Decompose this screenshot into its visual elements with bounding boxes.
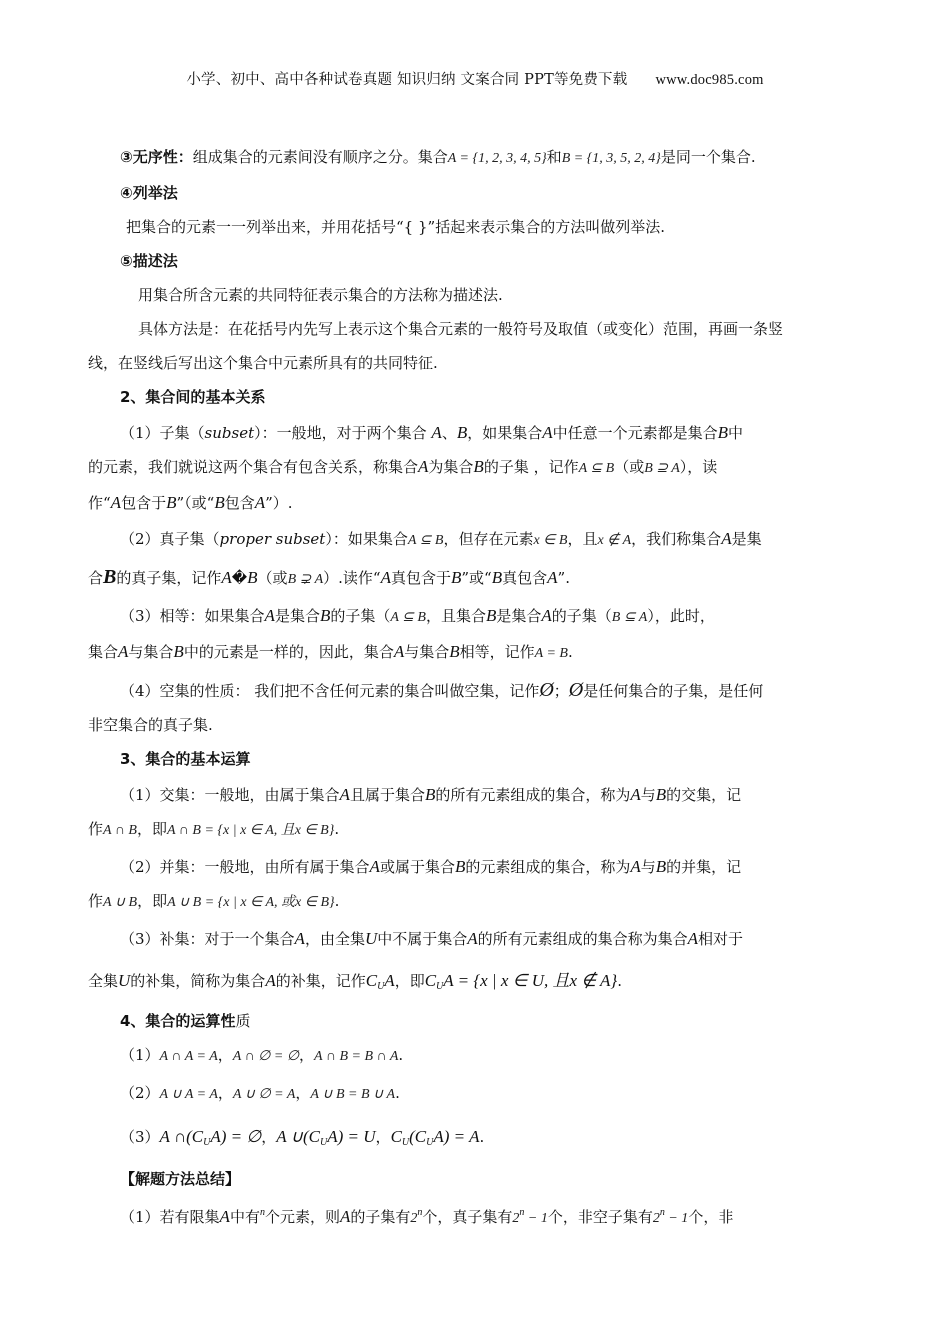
heading-method-summary — [88, 1162, 866, 1196]
text: （3）相等：如果集合 — [120, 607, 265, 625]
text: 的交集，记 — [666, 786, 742, 804]
math: A ∪ B = {x | x ∈ A, 或x ∈ B} — [167, 895, 335, 910]
term-en: proper subset — [219, 530, 326, 548]
heading-text: ④列举法 — [120, 184, 178, 202]
heading-enumeration — [88, 176, 866, 210]
math: A ∪ A = A — [159, 1087, 218, 1102]
math: A — [547, 568, 558, 587]
text: 个，非空子集有 — [547, 1208, 653, 1226]
text: 中不属于集合 — [377, 930, 468, 948]
math: A = {1, 2, 3, 4, 5} — [447, 151, 547, 166]
math-subscript: U — [203, 1137, 211, 1148]
line-union-2 — [88, 884, 866, 920]
math: A — [339, 1207, 351, 1226]
text: 的子集（ — [330, 607, 391, 625]
text: ”. — [557, 569, 570, 587]
math: B — [319, 606, 331, 625]
heading-tail: 质 — [235, 1012, 251, 1030]
math: A) = A — [433, 1127, 480, 1146]
math: B — [424, 785, 436, 804]
heading-operations — [88, 742, 866, 776]
math-superscript: n — [659, 1207, 665, 1218]
math: A — [265, 971, 276, 990]
text: 用集合所含元素的共同特征表示集合的方法称为描述法. — [138, 286, 503, 304]
math: A — [221, 568, 232, 587]
line-prop-2 — [88, 1076, 866, 1112]
text: 的所有元素组成的集合，称为 — [435, 786, 631, 804]
text: 和 — [546, 148, 562, 166]
text: 是集 — [731, 530, 762, 548]
text: （1） — [120, 1046, 160, 1064]
text: 是任何集合的子集，是任何 — [583, 682, 764, 700]
math-subscript: U — [377, 981, 385, 992]
text: 中任意一个元素都是集合 — [552, 424, 718, 442]
math: A — [393, 642, 405, 661]
line-complement-2 — [88, 964, 866, 1004]
line-subset — [88, 416, 866, 450]
text: 中 — [728, 424, 744, 442]
text: ， — [217, 1084, 233, 1102]
text: ”（或“ — [176, 494, 215, 512]
text: 或属于集合 — [379, 858, 455, 876]
term-en: subset — [204, 424, 255, 442]
math: A — [110, 493, 122, 512]
text: 作“ — [88, 494, 111, 512]
math: B — [449, 642, 460, 661]
text: 非空集合的真子集. — [88, 716, 213, 734]
math: A — [467, 929, 478, 948]
text: 个元素，则 — [264, 1208, 340, 1226]
text: 相等，记作 — [459, 643, 535, 661]
text: 组成集合的元素间没有顺序之分。集合 — [192, 148, 448, 166]
math: B ⊆ A — [611, 610, 648, 625]
text: （3）补集：对于一个集合 — [120, 930, 295, 948]
text: （2） — [120, 1084, 160, 1102]
line-subset-3 — [88, 486, 866, 520]
text: 个，真子集有 — [422, 1208, 513, 1226]
math: (C — [409, 1127, 427, 1146]
text: 的子集有 — [350, 1208, 411, 1226]
heading-description — [88, 244, 866, 278]
text: ）：一般地，对于两个集合 — [254, 424, 427, 442]
text: 具体方法是：在花括号内先写上表示这个集合元素的一般符号及取值（或变化）范围，再画一条竖 — [138, 320, 784, 338]
math: A — [380, 568, 391, 587]
heading-text: ⑤描述法 — [120, 252, 178, 270]
math: A — [687, 929, 699, 948]
math: B — [485, 606, 497, 625]
math: A ∩ ∅ = ∅ — [232, 1049, 300, 1064]
text: ， — [299, 1046, 315, 1064]
text: 中有 — [229, 1208, 260, 1226]
line-equality — [88, 599, 866, 635]
math: A ∪(C — [276, 1127, 321, 1146]
math: A — [630, 857, 641, 876]
math: B — [655, 857, 667, 876]
math: A ∩ A = A — [159, 1049, 218, 1064]
text: 的所有元素组成的集合称为集合 — [477, 930, 688, 948]
line-complement — [88, 922, 866, 956]
text: ； — [553, 682, 569, 700]
math: A ∩ B — [103, 823, 137, 838]
text: ）：如果集合 — [325, 530, 408, 548]
math: A — [384, 971, 395, 990]
text: （或 — [614, 458, 645, 476]
text: （4）空集的性质： 我们把不含任何元素的集合叫做空集，记作 — [120, 682, 540, 700]
math: 2 — [512, 1211, 520, 1226]
text: ）.读作“ — [323, 569, 381, 587]
header-site: www.doc985.com — [655, 72, 764, 88]
text: 把集合的元素一一列举出来，并用花括号“{ }”括起来表示集合的方法叫做列举法. — [126, 218, 665, 236]
text: . — [395, 1084, 400, 1102]
text: 全集 — [88, 972, 119, 990]
math: A — [541, 606, 552, 625]
math: A — [369, 857, 380, 876]
text: 作 — [88, 892, 104, 910]
math: A — [294, 929, 305, 948]
heading-text: 2、集合间的基本关系 — [120, 388, 266, 406]
text: 包含 — [224, 494, 255, 512]
heading-text: 【解题方法总结】 — [120, 1170, 241, 1188]
text: ，如果集合 — [467, 424, 543, 442]
math: A) = ∅ — [210, 1127, 262, 1146]
header-text: 小学、初中、高中各种试卷真题 知识归纳 文案合同 PPT等免费下载 — [186, 72, 628, 88]
math: A ⊆ B — [407, 533, 444, 548]
text: ，即 — [394, 972, 425, 990]
math: A) = U — [327, 1127, 376, 1146]
text: ，即 — [136, 820, 167, 838]
text: ，但存在元素 — [443, 530, 534, 548]
text: ”或“ — [461, 569, 492, 587]
math-superscript: n — [417, 1207, 423, 1218]
heading-properties — [88, 1004, 866, 1038]
heading-text: 3、集合的基本运算 — [120, 750, 251, 768]
math: B ⊇ A — [644, 461, 680, 476]
math: B — [103, 566, 117, 588]
text: ， — [217, 1046, 233, 1064]
text: （3） — [120, 1128, 160, 1146]
text: 的补集，记作 — [275, 972, 366, 990]
text: （2）真子集（ — [120, 530, 220, 548]
math: − 1 — [524, 1211, 548, 1226]
text: 为集合 — [428, 458, 474, 476]
line-summary-1 — [88, 1196, 866, 1236]
math: A — [118, 642, 129, 661]
text: 中的元素是一样的，因此，集合 — [183, 643, 394, 661]
text: （1）若有限集 — [120, 1208, 220, 1226]
text: ，且 — [567, 530, 598, 548]
text: . — [567, 643, 573, 661]
math: U — [364, 929, 378, 948]
math: B — [451, 568, 462, 587]
line-subset-2 — [88, 450, 866, 486]
math: − 1 — [664, 1211, 689, 1226]
math: A — [219, 1207, 230, 1226]
text: 线，在竖线后写出这个集合中元素所具有的共同特征. — [88, 354, 438, 372]
text: 且属于集合 — [349, 786, 425, 804]
math: A ∩(C — [159, 1127, 204, 1146]
text: ，由全集 — [304, 930, 365, 948]
text: （2）并集：一般地，由所有属于集合 — [120, 858, 370, 876]
text: 与集合 — [404, 643, 450, 661]
heading-relations — [88, 380, 866, 414]
math: A — [630, 785, 641, 804]
math: A — [339, 785, 350, 804]
math: 2 — [652, 1211, 660, 1226]
text: 的并集，记 — [666, 858, 742, 876]
math: B — [166, 493, 177, 512]
text: 的真子集，记作 — [116, 569, 222, 587]
math: x ∈ B — [533, 533, 568, 548]
math: A ∪ ∅ = A — [232, 1087, 296, 1102]
math: A — [542, 423, 553, 442]
text: ），此时， — [647, 607, 715, 625]
text: 、 — [441, 424, 457, 442]
text: 包含于 — [121, 494, 167, 512]
text: 相对于 — [698, 930, 744, 948]
text: 与集合 — [128, 643, 174, 661]
text: 的元素，我们就说这两个集合有包含关系，称集合 — [88, 458, 419, 476]
text: . — [398, 1046, 404, 1064]
text: ， — [375, 1128, 391, 1146]
text: 的元素组成的集合，称为 — [465, 858, 631, 876]
garbled-symbol: � — [231, 569, 248, 587]
text: ， — [295, 1084, 311, 1102]
text: 个，非 — [688, 1208, 734, 1226]
math: x ∉ A — [597, 533, 632, 548]
math: A — [431, 423, 442, 442]
text: 真包含 — [502, 569, 548, 587]
text: 的子集（ — [551, 607, 612, 625]
math: n — [259, 1207, 265, 1218]
math: B ⊋ A — [287, 572, 324, 587]
math: C — [424, 971, 437, 990]
line-empty-set-2 — [88, 708, 866, 742]
line-empty-set — [88, 673, 866, 708]
text: ， — [261, 1128, 277, 1146]
line-prop-3 — [88, 1120, 866, 1160]
math: A ∪ B = B ∪ A — [310, 1087, 396, 1102]
text: （1）子集（ — [120, 424, 205, 442]
line-enumeration-desc — [88, 210, 866, 244]
math: B — [456, 423, 468, 442]
math: B — [173, 642, 184, 661]
text: ，且集合 — [425, 607, 486, 625]
math: U — [118, 971, 131, 990]
math: Ø — [568, 679, 584, 701]
math: B — [247, 568, 258, 587]
math: A = B — [534, 646, 568, 661]
math: B — [473, 457, 484, 476]
line-method-cont — [88, 346, 866, 380]
math: A — [254, 493, 266, 512]
text: 作 — [88, 820, 104, 838]
line-union — [88, 850, 866, 884]
math-subscript: U — [436, 981, 444, 992]
line-proper-subset — [88, 522, 866, 558]
math: A ∩ B = {x | x ∈ A, 且x ∈ B} — [167, 823, 335, 838]
text: . — [617, 972, 622, 990]
line-unordered — [88, 140, 866, 176]
text: . — [334, 820, 340, 838]
math-subscript: U — [320, 1137, 328, 1148]
text: 是集合 — [274, 607, 320, 625]
text: . — [479, 1128, 485, 1146]
math: A ∩ B = B ∩ A — [314, 1049, 399, 1064]
text: 与 — [640, 786, 656, 804]
math: A — [264, 606, 275, 625]
text: 的补集，简称为集合 — [130, 972, 266, 990]
math-subscript: U — [426, 1137, 434, 1148]
math: A ⊆ B — [578, 461, 615, 476]
math: A — [721, 529, 732, 548]
math: A ⊆ B — [390, 610, 426, 625]
text: 的子集 ，记作 — [483, 458, 579, 476]
math: B — [491, 568, 503, 587]
text: 与 — [640, 858, 656, 876]
line-proper-subset-2 — [88, 560, 866, 597]
math: B — [454, 857, 466, 876]
math-subscript: U — [401, 1137, 410, 1148]
line-equality-2 — [88, 635, 866, 671]
heading-text: 4、集合的运算性 — [120, 1012, 236, 1030]
math: B — [717, 423, 729, 442]
line-description-desc — [88, 278, 866, 312]
math: B = {1, 3, 5, 2, 4} — [561, 151, 661, 166]
line-intersection-2 — [88, 812, 866, 848]
text: （1）交集：一般地，由属于集合 — [120, 786, 340, 804]
text: ，我们称集合 — [631, 530, 722, 548]
text: 是同一个集合. — [660, 148, 756, 166]
text: 合 — [88, 569, 104, 587]
math: C — [390, 1127, 402, 1146]
math: A — [418, 457, 429, 476]
math: C — [365, 971, 378, 990]
page-header — [0, 68, 950, 89]
text: ”）. — [265, 494, 293, 512]
text: ），读 — [679, 458, 718, 476]
text: 是集合 — [496, 607, 542, 625]
document-body — [88, 140, 866, 1236]
line-intersection — [88, 778, 866, 812]
text: 集合 — [88, 643, 119, 661]
math: A ∪ B — [103, 895, 138, 910]
heading-unordered: ③无序性： — [120, 148, 193, 166]
line-prop-1 — [88, 1038, 866, 1074]
text: ，即 — [137, 892, 168, 910]
math: Ø — [539, 679, 554, 701]
text: （或 — [257, 569, 288, 587]
math-superscript: n — [519, 1207, 525, 1218]
math: B — [655, 785, 667, 804]
math: B — [214, 493, 225, 512]
text: 真包含于 — [390, 569, 451, 587]
math: 2 — [410, 1211, 418, 1226]
text: . — [334, 892, 340, 910]
math: A = {x | x ∈ U, 且x ∉ A} — [443, 971, 618, 990]
line-method — [88, 312, 866, 346]
